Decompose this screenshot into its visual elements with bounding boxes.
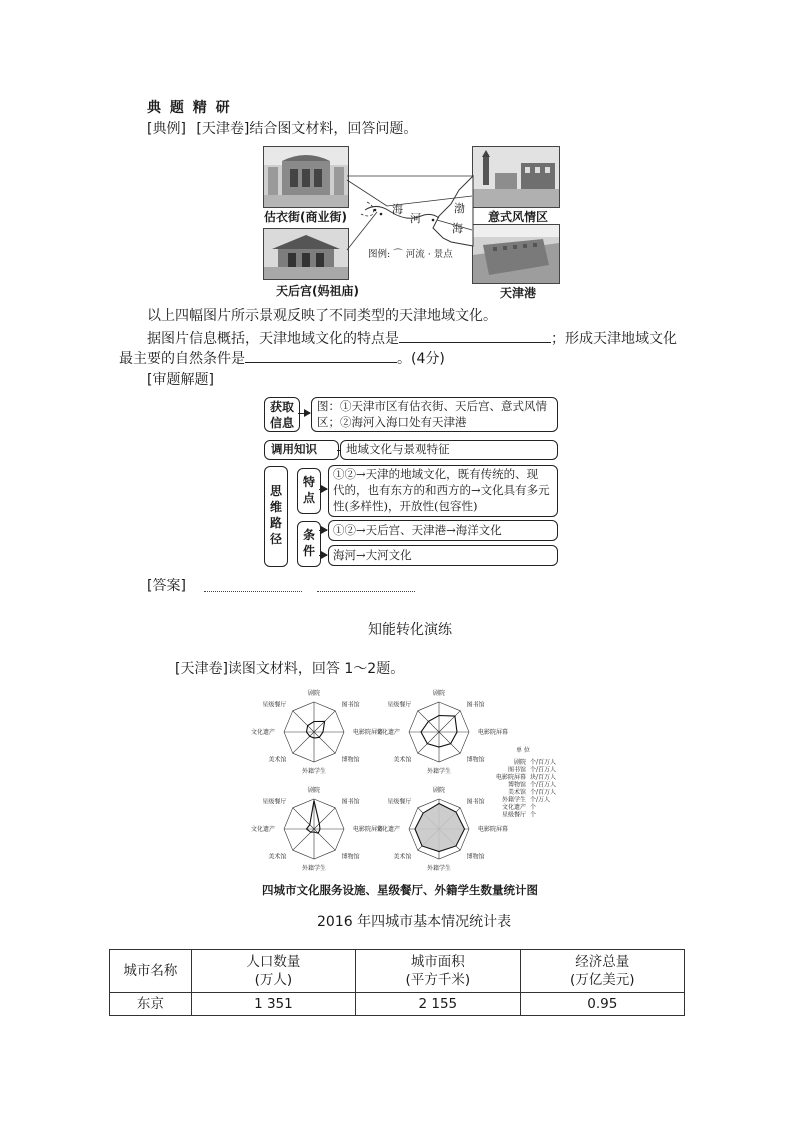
get-info-box	[311, 397, 558, 432]
unit-value: 个	[530, 811, 537, 819]
radar-axis-label: 博物馆	[466, 756, 485, 764]
photo-label-guyi: 估衣街(商业街)	[264, 210, 347, 224]
path-label-box	[264, 466, 288, 567]
unit-value: 个/百万人	[530, 789, 557, 796]
get-info-text-1: 图：①天津市区有估衣街、天后宫、意式风情	[317, 399, 547, 413]
unit-value: 个/百万人	[530, 759, 557, 766]
cell-population: 1 351	[191, 993, 355, 1016]
unit-name: 美术馆	[507, 789, 526, 796]
radar-chart	[376, 786, 508, 872]
cell-economy: 0.95	[520, 993, 684, 1016]
condition-box-1	[328, 520, 558, 541]
question-text-3b: 。(4分)	[397, 351, 445, 367]
cell-area: 2 155	[356, 993, 520, 1016]
map-label-hai: 海	[392, 203, 403, 216]
unit-name: 电影院屏幕	[495, 774, 526, 781]
unit-value: 个/万人	[530, 796, 551, 804]
radar-axis-label: 外籍学生	[426, 865, 452, 872]
feature-label-box	[297, 468, 321, 514]
condition-text-1: ①②→天后宫、天津港→海洋文化	[333, 523, 502, 537]
guyi-street-photo	[263, 146, 349, 208]
photo-label-port: 天津港	[500, 286, 537, 300]
radar-caption: 四城市文化服务设施、星级餐厅、外籍学生数量统计图	[262, 883, 538, 897]
map-label-bo: 渤	[454, 202, 465, 215]
radar-axis-label: 博物馆	[466, 853, 485, 861]
analysis-tag: [审题解题]	[147, 372, 214, 388]
radar-axis-label: 星级餐厅	[262, 701, 287, 709]
arrow-icon	[298, 413, 310, 414]
radar-chart	[376, 689, 508, 775]
header-economy: 经济总量	[575, 954, 630, 970]
table-row	[110, 993, 685, 1016]
header-area-unit: (平方千米)	[405, 972, 471, 988]
radar-chart	[251, 689, 383, 775]
arrow-icon	[319, 555, 327, 556]
tianhou-palace-photo	[263, 228, 349, 280]
answer-line-2[interactable]	[317, 591, 415, 592]
radar-axis-label: 图书馆	[466, 701, 485, 709]
radar-axis-label: 图书馆	[466, 798, 485, 806]
feature-text-2: 代的，也有东方的和西方的→文化具有多元	[333, 483, 550, 497]
radar-axis-label: 电影院屏幕	[478, 826, 509, 833]
header-cell	[356, 950, 520, 993]
radar-axis-label: 外籍学生	[301, 865, 327, 872]
radar-axis-label: 美术馆	[393, 756, 412, 764]
feature-text-1: ①②→天津的地域文化，既有传统的、现	[333, 467, 539, 481]
practice-title: 知能转化演练	[368, 622, 452, 638]
header-population-unit: (万人)	[254, 972, 293, 988]
question-line-2	[147, 328, 677, 349]
arrow-icon	[319, 489, 327, 490]
unit-value: 个/百万人	[530, 781, 557, 789]
radar-axis-label: 博物馆	[341, 756, 360, 764]
radar-axis-label: 美术馆	[268, 853, 287, 861]
unit-name: 外籍学生	[501, 796, 526, 804]
arrow-icon	[319, 530, 327, 531]
radar-axis-label: 美术馆	[393, 853, 412, 861]
radar-axis-label: 外籍学生	[426, 768, 452, 775]
example-tag: [典例]	[147, 121, 186, 137]
get-info-label: 获取信息	[269, 400, 294, 430]
map-label-sea: 海	[452, 222, 463, 235]
radar-axis-label: 图书馆	[341, 701, 360, 709]
example-prompt: 结合图文材料，回答问题。	[249, 121, 418, 137]
question-line-1: 以上四幅图片所示景观反映了不同类型的天津地域文化。	[147, 308, 497, 324]
radar-axis-label: 电影院屏幕	[353, 826, 384, 833]
header-area: 城市面积	[410, 954, 465, 970]
radar-axis-label: 剧院	[432, 787, 446, 794]
unit-title: 单 位	[516, 747, 530, 754]
example-line	[147, 119, 417, 139]
cell-city: 东京	[110, 993, 192, 1016]
map-label-he: 河	[410, 212, 421, 225]
unit-value: 块/百万人	[530, 774, 557, 781]
header-economy-unit: (万亿美元)	[569, 972, 635, 988]
photo-label-tianhou: 天后宫(妈祖庙)	[276, 284, 359, 298]
radar-axis-label: 文化遗产	[375, 826, 400, 833]
italian-quarter-photo	[472, 146, 560, 208]
question-text-2a: 据图片信息概括，天津地域文化的特点是	[147, 331, 399, 347]
radar-charts	[250, 686, 576, 882]
condition-box-2	[328, 545, 558, 566]
radar-axis-label: 星级餐厅	[387, 701, 412, 709]
radar-axis-label: 外籍学生	[301, 768, 327, 775]
feature-box	[328, 465, 558, 517]
unit-value: 个	[530, 804, 537, 811]
condition-label-box	[297, 521, 321, 567]
question-line-3	[119, 348, 445, 369]
unit-name: 图书馆	[507, 766, 526, 774]
knowledge-label: 调用知识	[271, 442, 317, 456]
condition-label: 条件	[302, 528, 315, 558]
answer-blank-1[interactable]	[399, 328, 551, 343]
get-info-text-2: 区；②海河入海口处有天津港	[317, 415, 467, 429]
radar-axis-label: 文化遗产	[250, 729, 275, 736]
radar-axis-label: 剧院	[307, 787, 321, 794]
header-cell	[191, 950, 355, 993]
answer-tag: [答案]	[147, 578, 186, 594]
radar-chart	[251, 786, 383, 872]
map-legend: 图例: ⌒ 河流 · 景点	[368, 249, 453, 260]
question-text-3a: 最主要的自然条件是	[119, 351, 245, 367]
question-text-2b: ；形成天津地域文化	[551, 331, 677, 347]
table-title: 2016 年四城市基本情况统计表	[317, 914, 512, 930]
unit-name: 星级餐厅	[501, 811, 526, 819]
radar-axis-label: 星级餐厅	[387, 798, 412, 806]
section-title: 典 题 精 研	[147, 100, 232, 116]
radar-axis-label: 文化遗产	[250, 826, 275, 833]
answer-blank-2[interactable]	[245, 348, 397, 363]
header-population: 人口数量	[246, 954, 301, 970]
table-header-row	[110, 950, 685, 993]
header-cell	[110, 950, 192, 993]
photo-label-italian: 意式风情区	[488, 210, 549, 224]
unit-name: 文化遗产	[501, 804, 526, 811]
radar-axis-label: 电影院屏幕	[353, 729, 384, 736]
radar-axis-label: 剧院	[432, 690, 446, 697]
unit-name: 剧院	[513, 759, 526, 766]
unit-value: 个/百万人	[530, 766, 557, 774]
knowledge-box	[340, 440, 558, 460]
path-label: 思维路径	[269, 484, 282, 546]
radar-axis-label: 文化遗产	[375, 729, 400, 736]
feature-label: 特点	[302, 475, 315, 505]
radar-axis-label: 剧院	[307, 690, 321, 697]
header-cell	[520, 950, 684, 993]
radar-axis-label: 电影院屏幕	[478, 729, 509, 736]
radar-axis-label: 博物馆	[341, 853, 360, 861]
radar-axis-label: 星级餐厅	[262, 798, 287, 806]
city-stats-table	[109, 949, 685, 1016]
answer-line-1[interactable]	[204, 591, 302, 592]
example-source: [天津卷]	[196, 121, 250, 137]
radar-axis-label: 美术馆	[268, 756, 287, 764]
header-city: 城市名称	[123, 963, 178, 979]
practice-prompt: [天津卷]读图文材料，回答 1～2题。	[175, 661, 405, 677]
knowledge-label-box	[264, 440, 339, 460]
get-info-label-box	[264, 397, 300, 432]
feature-text-3: 性(多样性)，开放性(包容性)	[333, 499, 478, 513]
knowledge-text: 地域文化与景观特征	[346, 442, 450, 456]
radar-axis-label: 图书馆	[341, 798, 360, 806]
unit-name: 博物馆	[507, 781, 526, 789]
tianjin-port-photo	[472, 224, 560, 284]
condition-text-2: 海河→大河文化	[333, 548, 412, 562]
